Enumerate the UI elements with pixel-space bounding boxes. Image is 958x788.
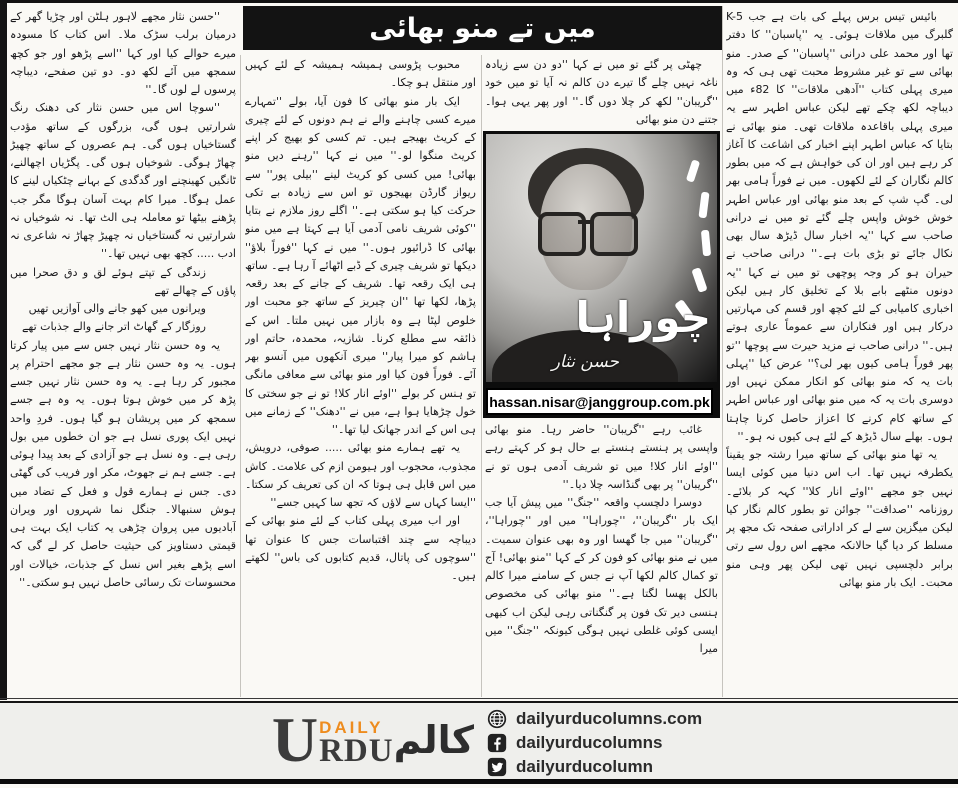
paragraph: چھٹی پر گئے تو میں نے کہا ''دو دن سے زیادہ ناغہ نہیں چلے گا تیرے دن کالم نہ آیا تو میں خود ''گریبان'' لکھ کر چلا دوں گا۔'' اور پھر یہی ہوا۔ جتنے دن منو بھائی <box>485 58 718 126</box>
column-divider <box>481 55 482 697</box>
logo-dot <box>686 159 700 182</box>
column-divider <box>722 6 723 697</box>
paragraph: محبوب پڑوسی ہمیشہ ہمیشہ کے لئے کہیں اور منتقل ہو چکا۔ <box>245 58 476 90</box>
paragraph: غائب رہے ''گریبان'' حاضر رہا۔ منو بھائی واپسی پر ہنستے ہنستے بے حال ہو کر کہتے رہے ''اوئے انار کلا! میں تو شریف آدمی ہوں تو نے ''گریبان'' پر بھی گنڈاسہ چلا دیا۔'' <box>485 423 718 491</box>
verse-line: ویرانوں میں کھو جانے والی آوازیں تھیں <box>28 302 206 315</box>
glasses-icon <box>590 212 638 256</box>
verse-line: روزگار کے گھاٹ اتر جانے والے جذبات تھے <box>22 320 206 334</box>
logo-kalam-urdu-text: کالم <box>393 718 474 762</box>
facebook-icon <box>487 733 507 753</box>
author-box <box>483 131 720 418</box>
page-left-border <box>0 0 7 700</box>
paragraph: یہ وہ حسن نثار نہیں جس سے میں پیار کرتا ہوں۔ یہ وہ حسن نثار ہے جو مجھے احترام پر مجبور کر رہا ہے۔ یہ وہ حسن نثار نہیں جسے پڑھ کر میں خوش ہوتا ہوں۔ یہ وہ ہے جسے سمجھ کر میں پریشان ہو گیا ہوں۔ فردِ واحد نہیں ایک پوری نسل ہے جو ان خطوں میں بول رہی ہے۔ وہ نسل ہے جو آزادی کے بعد پیدا ہوئی ہے۔ جسے ہم نے جھوٹ، مکر اور فریب کی گھٹی دی۔ جس نے ہمارے قول و فعل کے تضاد میں ہوش سنبھالا۔ جنگل نما شہروں اور ویران آبادیوں میں پروان چڑھی یہ کتاب ایک بہت ہی قیمتی دستاویز کی حیثیت حاصل کر لے گی کہ اسے پڑھے بغیر اس نسل کے جذبات، خیالات اور محسوسات تک رسائی حاصل نہیں ہو سکتی۔'' <box>10 338 236 589</box>
paragraph: ''حسن نثار مجھے لاہور ہلٹن اور چڑیا گھر کے درمیان برلب سڑک ملا۔ اس کتاب کا مسودہ میرے حوالے کیا اور کہا ''اسے پڑھو اور جو کچھ سمجھ میں آئے لکھ دو۔ دو تین صفحے، دیباچہ پرسوں لے لوں گا۔'' <box>10 10 236 96</box>
facebook-handle[interactable]: dailyurducolumns <box>516 733 663 752</box>
article-column-2-bottom <box>485 421 718 697</box>
author-signature: حسن نثار <box>551 352 619 372</box>
footer-separator-line <box>0 698 958 699</box>
paragraph: یہ تھا منو بھائی کے ساتھ میرا رشتہ جو یقیناً یکطرفہ نہیں تھا۔ اب اس دنیا میں کوئی ایسا نہیں جو مجھے ''اوئے انار کلا'' کہہ کر بلائے۔ روزنامہ ''صداقت'' جوائن تو بطور کالم نگار کیا لیکن میگزین سے لے کر اداراتی صفحہ تک مجھ پر مسلط کر دیا گیا حالانکہ مجھے اس رول سے رتی برابر دلچسپی نہیں تھی لیکن پھر وہی منو محبت۔ ایک بار منو بھائی <box>726 448 953 589</box>
author-email[interactable]: hassan.nisar@janggroup.com.pk <box>489 393 710 410</box>
logo-letter-u: U <box>271 704 319 775</box>
footer <box>0 701 958 779</box>
logo-dot <box>691 267 707 293</box>
website-url[interactable]: dailyurducolumns.com <box>516 709 703 728</box>
glasses-icon <box>538 212 586 256</box>
paragraph: یہ تھے ہمارے منو بھائی ..... صوفی، درویش، مجذوب، محجوب اور ہیومن ازم کی علامت۔ کاش میں اس قابل ہی ہوتا کہ ان کی تعریف کر سکتا۔ ''ایسا کہاں سے لاؤں کہ تجھ سا کہیں جسے'' <box>245 441 476 509</box>
globe-icon <box>487 709 507 729</box>
twitter-icon <box>487 757 507 777</box>
paragraph: اور اب میری پہلی کتاب کے لئے منو بھائی کے دیباچہ سے چند اقتباسات جس کا عنوان تھا ''سوچوں کی پاتال، قدیم کتابوں کی باس'' لکھتے ہیں۔ <box>245 514 476 582</box>
verse-line: زندگی کے تپتے ہوئے لق و دق صحرا میں پاؤں کے چھالے تھے <box>10 265 236 297</box>
social-links <box>487 708 702 778</box>
paragraph: بائیس تیس برس پہلے کی بات ہے جب K-5 گلبرگ میں ملاقات ہوئی۔ یہ ''پاسبان'' کا دفتر تھا اور محمد علی درانی ''پاسبان'' کے صدر۔ منو بھائی سے تو غیر مشروط محبت تھی ہی کہ وہ میری پہلی کتاب ''آدھی ملاقات'' کا 82ء میں دیباچہ لکھ چکے تھے لیکن عباس اطہر سے یہ میری پہلی باقاعدہ ملاقات تھی۔ منو بھائی نے بتایا کہ عباس اطہر اپنے اخبار کی اشاعت کا آغاز کر رہے ہیں اور ان کی خواہش ہے کہ میں بطور کالم نگاران کے لئے لکھوں۔ میں نے فوراً ہامی بھر لی۔ گپ شپ کے بعد منو بھائی اور عباس اطہر خوش خوش واپس چلے گئے تو میں نے درانی صاحب سے کہا ''یہ اخبار سال ڈیڑھ سال بھی نکال جائے تو بڑی بات ہے۔'' درانی صاحب نے حیران ہو کر وجہ پوچھی تو میں نے کہا ''یہ دونوں منٹھے بابے بلا کے تخلیق کار ہیں لیکن اخباری کامیابی کے لئے کچھ اور قسم کی مہارتیں درکار ہیں اور فنکاران سے عموماً عاری ہوتے ہیں۔'' درانی صاحب نے مزید حیرت سے پوچھا ''تو پھر فوراً ہامی کیوں بھر لی؟'' عرض کیا ''پہلی بات یہ کہ منو بھائی کو انکار ممکن نہیں اور دوسری بات یہ کہ میں منو بھائی اور عباس اطہر کے ساتھ کام کرنے کا اعزاز حاصل کرنا چاہتا ہوں۔ بھلے سال ڈیڑھ کے لئے ہی کیوں نہ ہو۔'' <box>726 10 953 443</box>
headline-banner <box>243 6 722 50</box>
page-bottom-border <box>0 779 958 784</box>
column-logo-churaha: چوراہا <box>575 293 711 342</box>
column-title: میں تے منو بھائی <box>369 12 596 44</box>
daily-urdu-columns-logo <box>238 704 476 775</box>
glasses-bridge <box>578 220 592 224</box>
page-top-border <box>0 0 958 3</box>
portrait-photo <box>486 134 717 382</box>
paragraph: ایک بار منو بھائی کا فون آیا، بولے ''تمہارے میرے کسی چاہنے والے نے ہم دونوں کے لئے چیری کے کریٹ بھیجے ہیں۔ تم کسی کو بھیج کر اپنے کریٹ منگوا لو۔'' میں نے کہا ''رہنے دیں منو بھائی! میں کسی کو کریٹ لینے ''بیلی پور'' سے ریواز گارڈن بھیجوں تو اس سے زیادہ بے تکی حرکت کیا ہو سکتی ہے۔'' اگلے روز ملازم نے بتایا ''کوئی شریف نامی آدمی آیا ہے کہتا ہے میں منو بھائی کا ڈرائیور ہوں۔'' میں نے کہا ''فوراً بلاؤ'' دیکھا تو شریف چیری کے ڈبے اٹھائے آ رہا ہے۔ ساتھ ہی ایک رقعہ تھا۔ شریف کے جانے کے بعد رقعہ پڑھا، لکھا تھا ''ان چیریز کے ساتھ جو محبت اور خلوص لپٹا ہے وہ بازار میں نہیں ملتا۔ اس کے ذائقہ سے مطلع کرنا۔ شازیہ، محمدہ، حاتم اور ہاشم کو میرا پیار'' میری آنکھوں میں آنسو بھر آئے۔ فوراً فون کیا اور منو بھائی سے معافی مانگی تو ہنس کر بولے ''اوئے انار کلا! تو نے جو سختی کا خول چڑھایا ہوا ہے، میں نے ''دھنک'' کے زمانے میں ہی اس کے اندر جھانک لیا تھا۔'' <box>245 94 476 436</box>
author-email-box[interactable] <box>486 388 713 415</box>
column-divider <box>240 55 241 697</box>
twitter-handle[interactable]: dailyurducolumn <box>516 757 653 776</box>
logo-dot <box>698 192 709 219</box>
paragraph: دوسرا دلچسپ واقعہ ''جنگ'' میں پیش آیا جب ایک بار ''گریبان''، ''چوراہا'' میں اور ''چوراہا''، ''گریبان'' میں جا گھسا اور وہ بھی عنوان سمیت۔ میں نے منو بھائی کو فون کر کے کہا ''منو بھائی! آج تو کمال کالم لکھا آپ نے جس کے سامنے میرا کالم بالکل پھسا لگتا ہے۔'' منو بھائی کی مخصوص ہنسی دیر تک فون پر گنگناتی رہی لیکن اب کبھی ایسی کوئی غلطی نہیں ہوگی کیونکہ ''جنگ'' میں میرا <box>485 496 718 655</box>
article-column-4 <box>10 8 236 698</box>
twitter-link[interactable] <box>487 756 702 778</box>
website-link[interactable] <box>487 708 702 730</box>
article-column-2-top <box>485 56 718 129</box>
logo-rdu-text: RDU <box>319 733 394 769</box>
article-column-3 <box>245 56 476 697</box>
paragraph: ''سوچا اس میں حسن نثار کی دھنک رنگ شرارتیں ہوں گی، بزرگوں کے ساتھ مؤدب گستاخیاں ہوں گی۔ ہم عصروں کے ساتھ چھیڑ چھاڑ ہوگی۔ شوخیاں ہوں گی۔ پگڑیاں اچھالنے، ٹانگیں کھینچنے اور گدگدی کے بہانے چٹکیاں لینے کا عمل ہوگا۔ میرا کام بہت آسان ہوگا مگر جب پڑھنے بیٹھا تو معاملہ ہی الٹ تھا۔ نہ شوخیاں نہ شرارتیں نہ گستاخیاں نہ چھیڑ چھاڑ نہ شاعری نہ ادب ..... کچھ بھی نہیں تھا۔'' <box>10 101 236 261</box>
facebook-link[interactable] <box>487 732 702 754</box>
logo-daily-text: DAILY <box>319 718 384 737</box>
article-column-1 <box>726 8 953 698</box>
logo-dot <box>701 230 711 257</box>
